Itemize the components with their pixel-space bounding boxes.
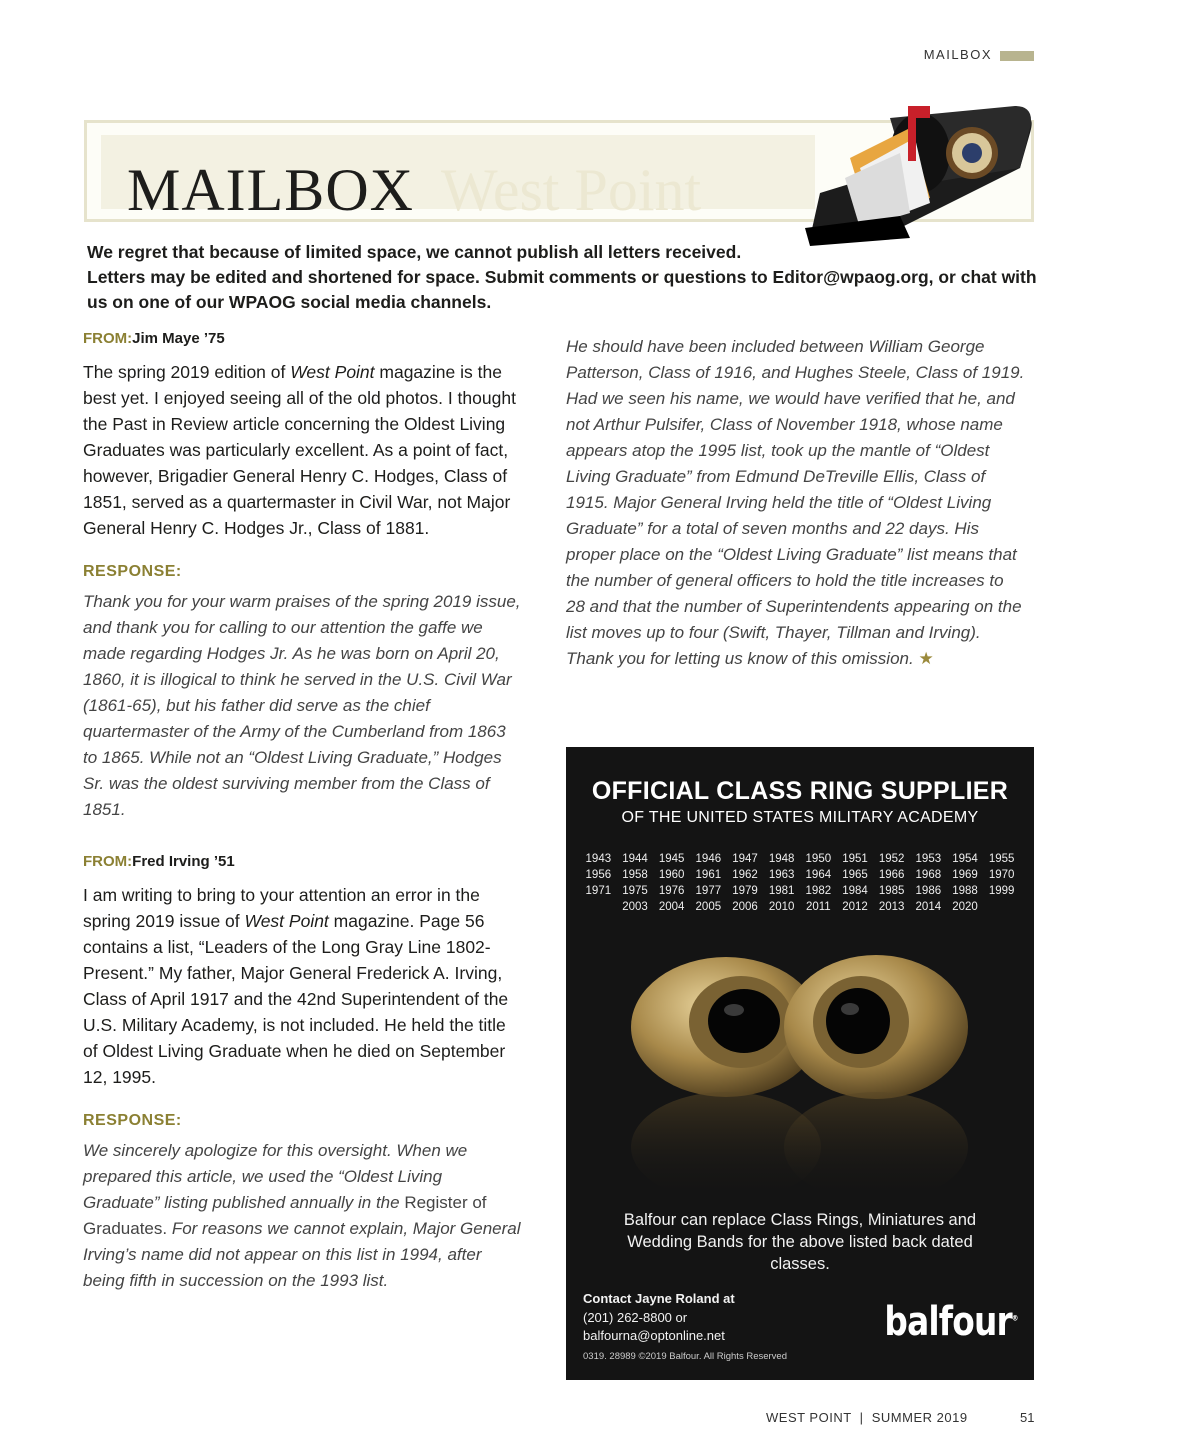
page-footer: WEST POINT | SUMMER 2019: [766, 1410, 968, 1425]
class-year: 1945: [658, 853, 685, 865]
class-year: 2010: [768, 901, 795, 913]
letter-from: [83, 330, 523, 347]
class-year: 1968: [915, 869, 942, 881]
class-year: 1986: [915, 885, 942, 897]
class-year: 1952: [878, 853, 905, 865]
class-year: 1982: [805, 885, 832, 897]
class-year: [983, 901, 1020, 913]
ad-copy: Balfour can replace Class Rings, Miniatures and Wedding Bands for the above listed back dated classes.: [623, 1211, 977, 1273]
class-year: 1999: [988, 885, 1015, 897]
from-label: FROM:: [83, 330, 133, 347]
class-year: 1943: [585, 853, 612, 865]
class-year: 1948: [768, 853, 795, 865]
class-year: 1944: [622, 853, 648, 865]
ad-contact: [583, 1290, 735, 1346]
response-label: RESPONSE:: [83, 563, 182, 580]
class-year: 1954: [952, 853, 978, 865]
response-part: We sincerely apologize for this oversight. When we prepared this article, we used the “Oldest Living Graduate” listing published annually in the: [83, 1141, 468, 1212]
class-year: [580, 901, 617, 913]
class-year: 2005: [695, 901, 722, 913]
class-year: 1976: [658, 885, 685, 897]
response-text: Thank you for your warm praises of the spring 2019 issue, and thank you for calling to our attention the gaffe we made regarding Hodges Jr. As he was born on April 20, 1860, it is illogical to think he served in the U.S. Civil War (1861-65), but his father did serve as the chief quartermaster of the Army of the Cumberland from 1863 to 1865. While not an “Oldest Living Graduate,” Hodges Sr. was the oldest surviving member from the Class of 1851.: [83, 592, 521, 819]
class-year: 2013: [878, 901, 905, 913]
contact-email[interactable]: balfourna@optonline.net: [583, 1328, 725, 1343]
ad-title: OFFICIAL CLASS RING SUPPLIER: [591, 777, 1009, 805]
response-part: For reasons we cannot explain, Major General Irving’s name did not appear on this list in 1994, after being fifth in succession on the 1993 list.: [83, 1219, 521, 1290]
class-year: 2020: [952, 901, 978, 913]
from-name: Fred Irving ’51: [132, 853, 235, 870]
response-label: RESPONSE:: [83, 1112, 182, 1129]
letter-body-part: The spring 2019 edition of: [83, 362, 291, 382]
contact-heading: Contact Jayne Roland at: [583, 1291, 735, 1306]
banner-ghost-text: West Point: [441, 157, 702, 223]
class-year: 1946: [695, 853, 722, 865]
register-title: Register of Graduates.: [83, 1193, 487, 1238]
letter-body: [83, 882, 523, 1090]
class-year: 1984: [842, 885, 868, 897]
from-name: Jim Maye ’75: [132, 330, 225, 347]
class-year: 1958: [622, 869, 648, 881]
intro-line-2: Letters may be edited and shortened for space. Submit comments or questions to Editor@wpaog.org, or chat with us on one of our WPAOG social media channels.: [87, 267, 1037, 312]
class-year: 1975: [622, 885, 648, 897]
class-year: 1970: [988, 869, 1015, 881]
section-tag-bar: [1000, 51, 1034, 61]
letter-body-part: I am writing to bring to your attention an error in the spring 2019 issue of: [83, 885, 480, 931]
magazine-title: West Point: [244, 911, 329, 931]
section-tag: MAILBOX: [923, 47, 992, 62]
response-text: [83, 1138, 523, 1294]
magazine-title: West Point: [290, 362, 375, 382]
banner-panel: [101, 135, 815, 223]
class-year: 2003: [622, 901, 648, 913]
class-year: 1964: [805, 869, 832, 881]
class-year: 1950: [805, 853, 832, 865]
response-continued-text: He should have been included between William George Patterson, Class of 1916, and Hughes Steele, Class of 1919. Had we seen his name, we would have verified that he, and not Arthur Pulsifer, Class of November 1918, whose name appears atop the 1995 list, took up the mantle of “Oldest Living Graduate” from Edmund DeTreville Ellis, Class of 1915. Major General Irving held the title of “Oldest Living Graduate” for a total of seven months and 22 days. His proper place on the “Oldest Living Graduate” list means that the number of general officers to hold the title increases to 28 and that the number of Superintendents appearing on the list moves up to four (Swift, Thayer, Tillman and Irving). Thank you for letting us know of this omission.: [566, 337, 1025, 668]
class-year: 2006: [732, 901, 758, 913]
from-label: FROM:: [83, 853, 133, 870]
class-year: 1955: [988, 853, 1015, 865]
class-year: 2004: [658, 901, 685, 913]
class-year: 1951: [842, 853, 868, 865]
class-rings-image: [606, 947, 996, 1207]
class-year: 1969: [952, 869, 978, 881]
class-year: 1988: [952, 885, 978, 897]
class-year: 1963: [768, 869, 795, 881]
letter-body: [83, 359, 523, 541]
ad-legal-text: 0319. 28989 ©2019 Balfour. All Rights Reserved: [583, 1351, 787, 1362]
class-year: 1971: [585, 885, 612, 897]
balfour-advertisement[interactable]: [566, 747, 1034, 1380]
class-year: 1966: [878, 869, 905, 881]
class-year: 1956: [585, 869, 612, 881]
mailbox-icon: [790, 98, 1040, 248]
class-year: 1979: [732, 885, 758, 897]
response-continued: [566, 334, 1026, 672]
letter-from: [83, 853, 523, 870]
intro-notice: [87, 240, 1047, 315]
class-year: 1961: [695, 869, 722, 881]
intro-line-1: We regret that because of limited space, we cannot publish all letters received.: [87, 242, 742, 262]
right-column: [566, 334, 1026, 672]
class-year: 1962: [732, 869, 758, 881]
ad-subtitle: OF THE UNITED STATES MILITARY ACADEMY: [621, 809, 979, 826]
brand-name: balfour: [883, 1299, 1012, 1345]
class-year: 1981: [768, 885, 795, 897]
left-column: [83, 330, 523, 1294]
class-years-grid: [580, 853, 1020, 913]
page-title: MAILBOX: [127, 157, 414, 223]
letter-body-part: magazine is the best yet. I enjoyed seeing all of the old photos. I thought the Past in Review article concerning the Oldest Living Graduates was particularly excellent. As a point of fact, however, Brigadier General Henry C. Hodges, Class of 1851, served as a quartermaster in Civil War, not Major General Henry C. Hodges Jr., Class of 1881.: [83, 362, 516, 538]
letter-body-part: magazine. Page 56 contains a list, “Leaders of the Long Gray Line 1802-Present.” My father, Major General Frederick A. Irving, Class of April 1917 and the 42nd Superintendent of the U.S. Military Academy, is not included. He held the title of Oldest Living Graduate when he died on September 12, 1995.: [83, 911, 509, 1087]
class-year: 1977: [695, 885, 722, 897]
class-year: 1985: [878, 885, 905, 897]
page-number: 51: [1020, 1410, 1035, 1425]
class-year: 1947: [732, 853, 758, 865]
contact-phone[interactable]: (201) 262-8800 or: [583, 1309, 688, 1325]
class-year: 2014: [915, 901, 942, 913]
class-year: 1965: [842, 869, 868, 881]
class-year: 2011: [805, 901, 831, 913]
balfour-logo: balfour®: [883, 1299, 1018, 1345]
class-year: 2012: [842, 901, 868, 913]
class-year: 1953: [915, 853, 942, 865]
star-icon: ★: [918, 649, 934, 668]
class-year: 1960: [658, 869, 685, 881]
